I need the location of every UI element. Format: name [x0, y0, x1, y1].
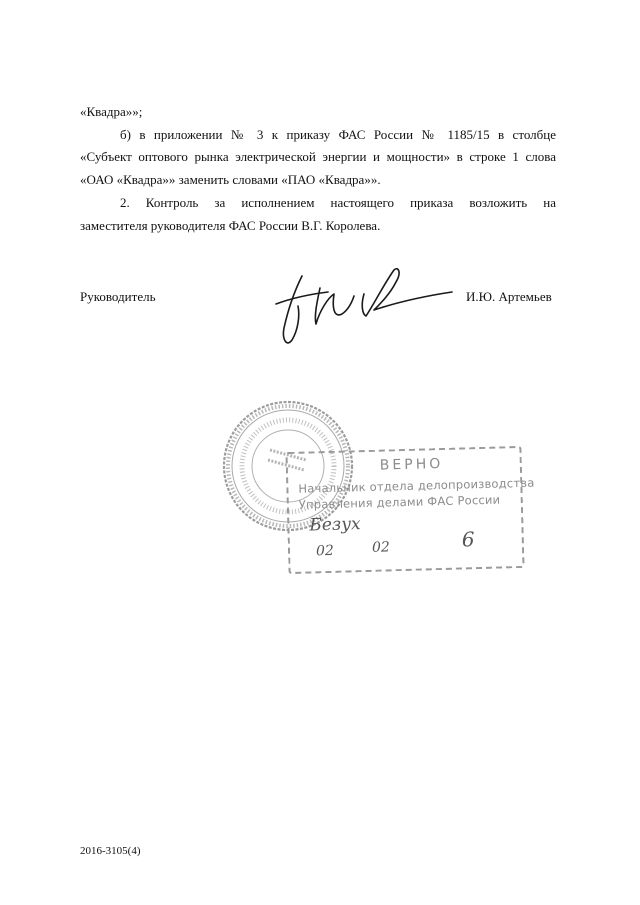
stamp-position-line: Начальник отдела делопроизводства — [298, 475, 535, 496]
paragraph-line-5: 2. Контроль за исполнением настоящего приказа возложить на — [120, 195, 556, 210]
stamp-title: ВЕРНО — [379, 455, 444, 474]
paragraph-line-4: «ОАО «Квадра»» заменить словами «ПАО «Квадра»». — [80, 172, 381, 187]
paragraph-line-2: б) в приложении № 3 к приказу ФАС России № 1185/15 в столбце — [120, 127, 556, 142]
stamp-month: 02 — [371, 539, 391, 556]
stamp-number: 6 — [461, 527, 475, 552]
stamp-department-line: Управления делами ФАС России — [298, 492, 501, 512]
signatory-title: Руководитель — [80, 289, 156, 304]
handwritten-signature — [262, 258, 462, 358]
paragraph-line-3: «Субъект оптового рынка электрической энергии и мощности» в строке 1 слова — [80, 149, 556, 164]
stamp-signer: Безух — [309, 514, 361, 536]
paragraph-line-1: «Квадра»»; — [80, 104, 143, 119]
certification-stamp — [285, 446, 535, 574]
document-number: 2016-3105(4) — [80, 845, 141, 857]
signatory-name: И.Ю. Артемьев — [466, 289, 552, 304]
stamp-day: 02 — [315, 542, 335, 560]
paragraph-line-6: заместителя руководителя ФАС России В.Г. Королева. — [80, 218, 381, 233]
